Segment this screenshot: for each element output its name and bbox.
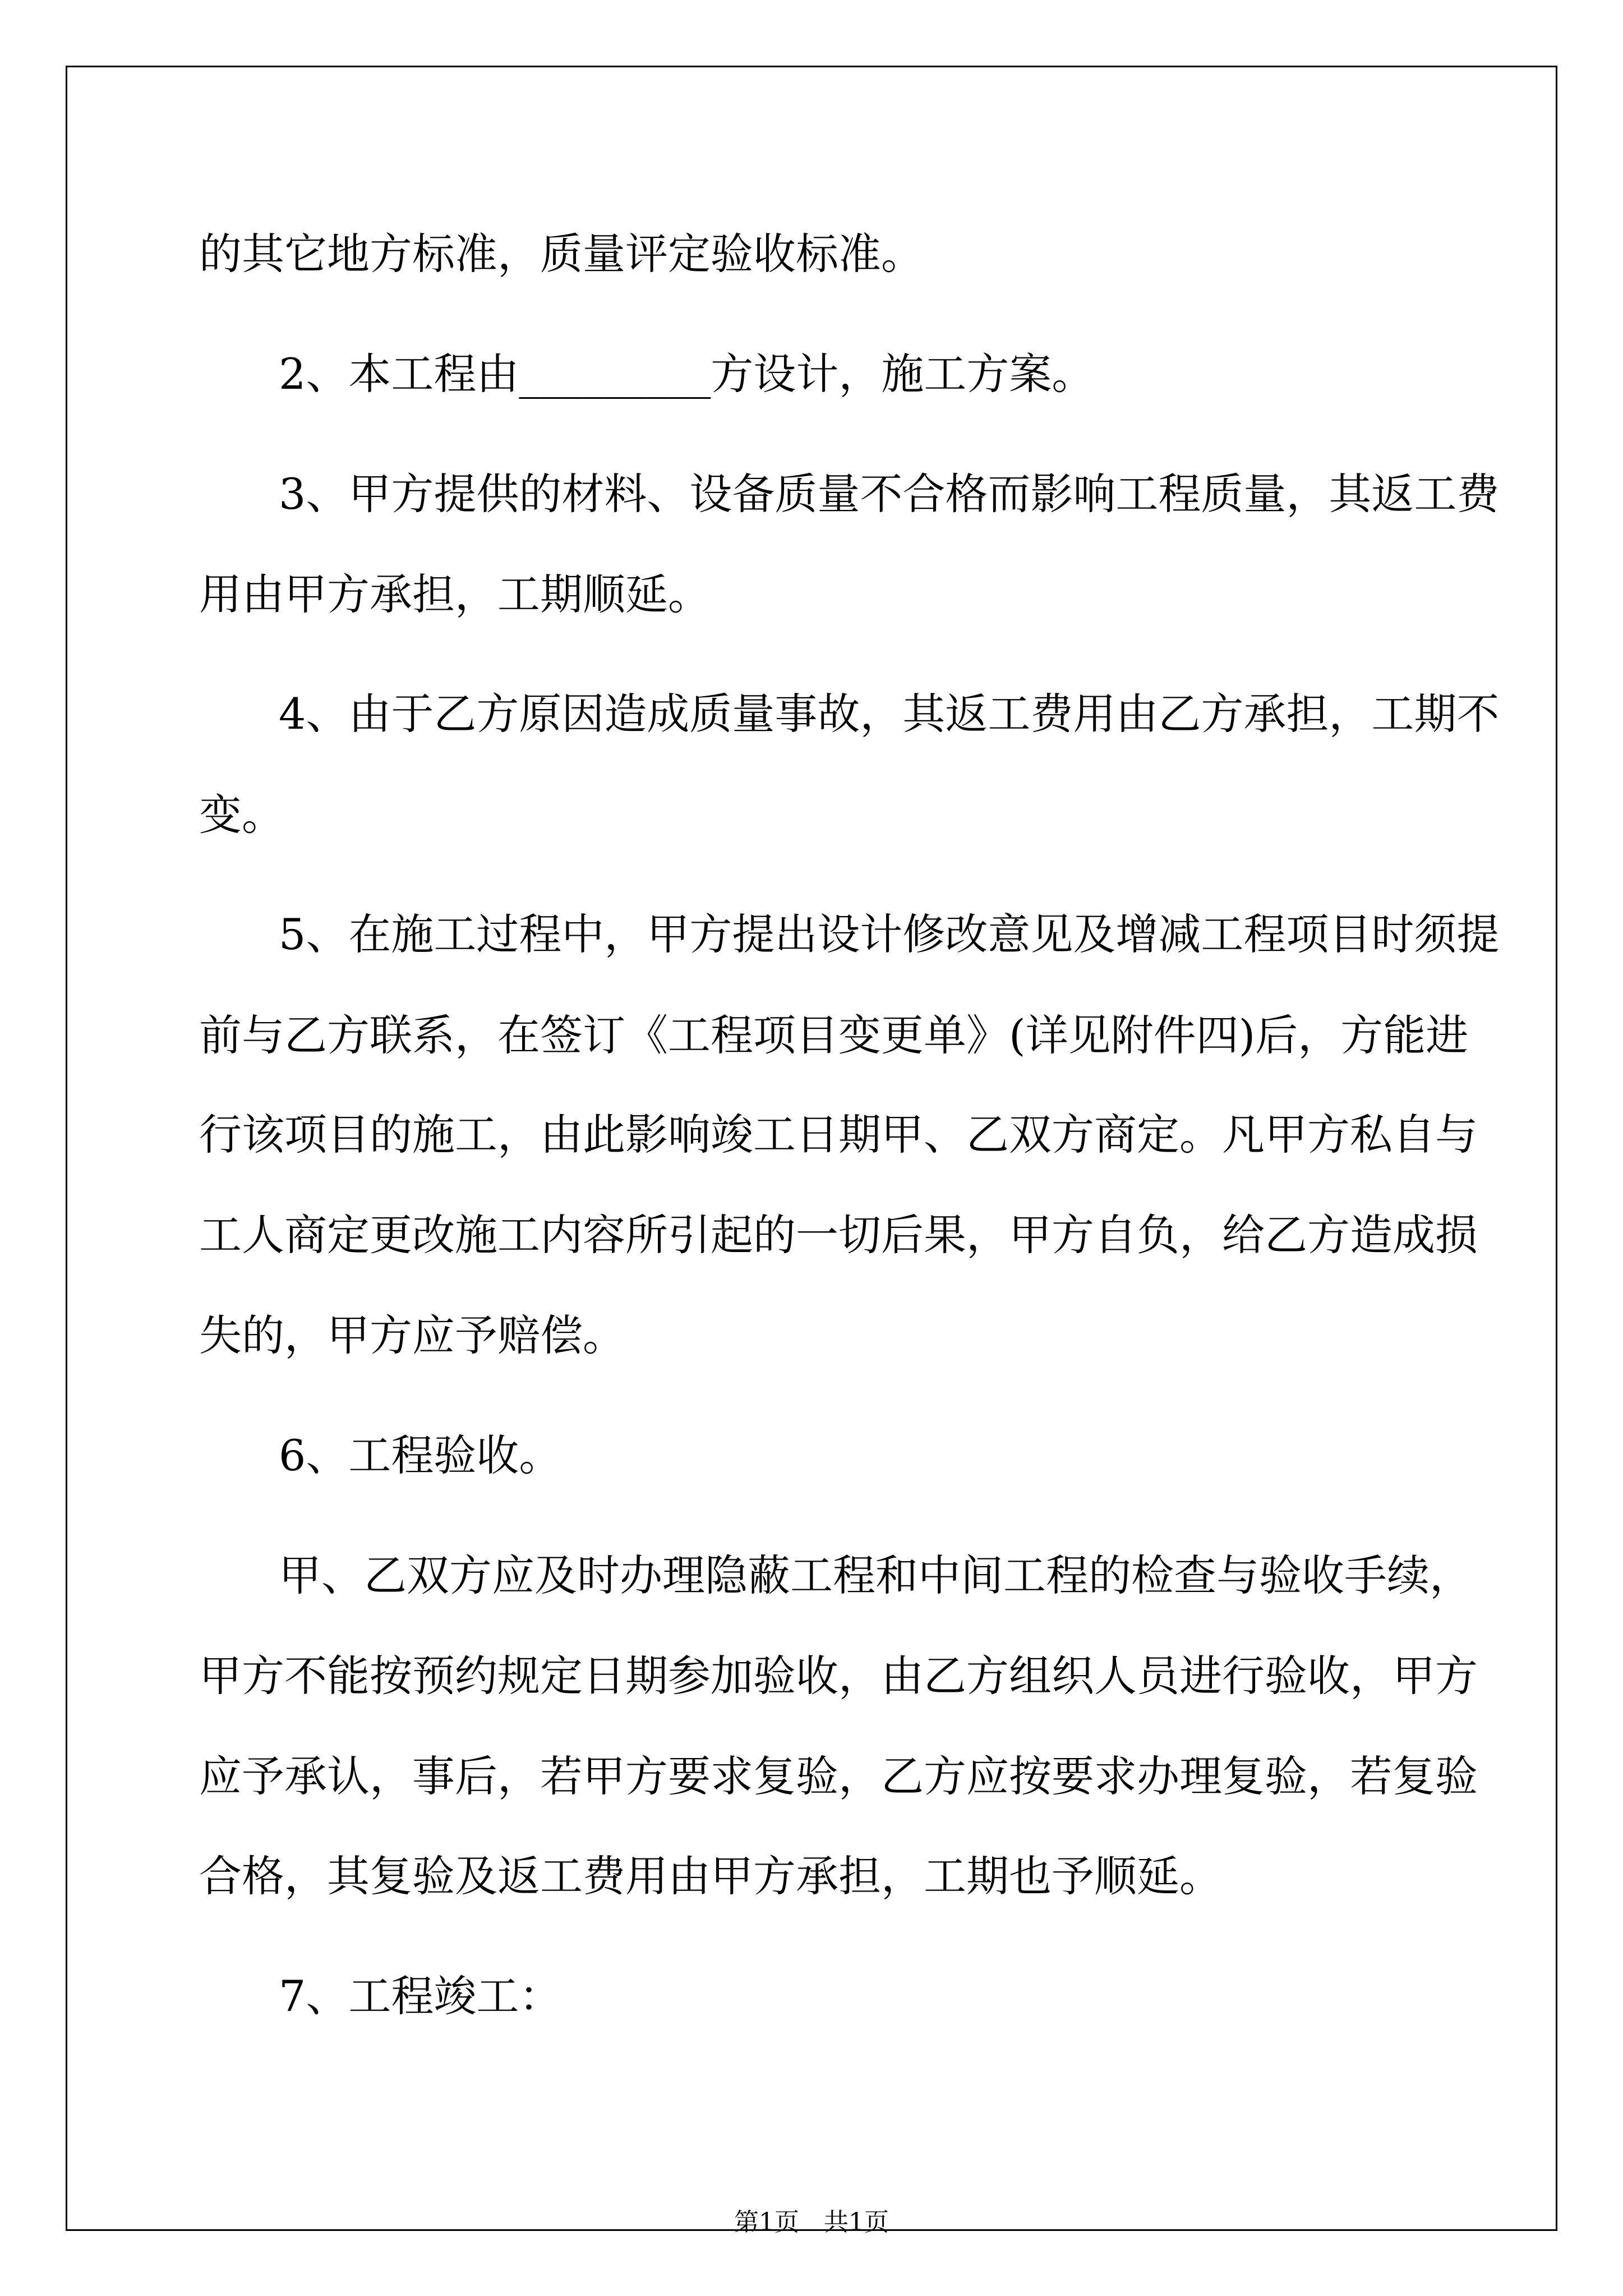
text-line: 7、工程竣工： [279, 1971, 562, 2021]
text-line: 应予承认，事后，若甲方要求复验，乙方应按要求办理复验，若复验 [199, 1751, 1478, 1801]
text-line: 的其它地方标准，质量评定验收标准。 [199, 229, 924, 279]
text-line: 5、在施工过程中，甲方提出设计修改意见及增减工程项目时须提 [279, 909, 1500, 959]
text-line: 合格，其复验及返工费用由甲方承担，工期也予顺延。 [199, 1851, 1222, 1901]
text-line: 工人商定更改施工内容所引起的一切后果，甲方自负，给乙方造成损 [199, 1210, 1478, 1260]
text-line: 用由甲方承担，工期顺延。 [199, 569, 711, 619]
text-line: 行该项目的施工，由此影响竣工日期甲、乙双方商定。凡甲方私自与 [199, 1110, 1478, 1159]
text-line: 变。 [199, 790, 284, 840]
text-line: 前与乙方联系，在签订《工程项目变更单》(详见附件四)后，方能进 [199, 1010, 1469, 1060]
text-line: 失的，甲方应予赔偿。 [199, 1310, 625, 1360]
text-line: 甲方不能按预约规定日期参加验收，由乙方组织人员进行验收，甲方 [199, 1651, 1478, 1701]
text-line: 甲、乙双方应及时办理隐蔽工程和中间工程的检查与验收手续， [279, 1550, 1472, 1600]
text-line: 2、本工程由_________方设计，施工方案。 [279, 349, 1095, 399]
text-line: 4、由于乙方原因造成质量事故，其返工费用由乙方承担，工期不 [279, 689, 1500, 739]
page-footer: 第1页 共1页 [734, 2208, 889, 2237]
text-line: 6、工程验收。 [279, 1430, 562, 1480]
text-line: 3、甲方提供的材料、设备质量不合格而影响工程质量，其返工费 [279, 469, 1500, 519]
